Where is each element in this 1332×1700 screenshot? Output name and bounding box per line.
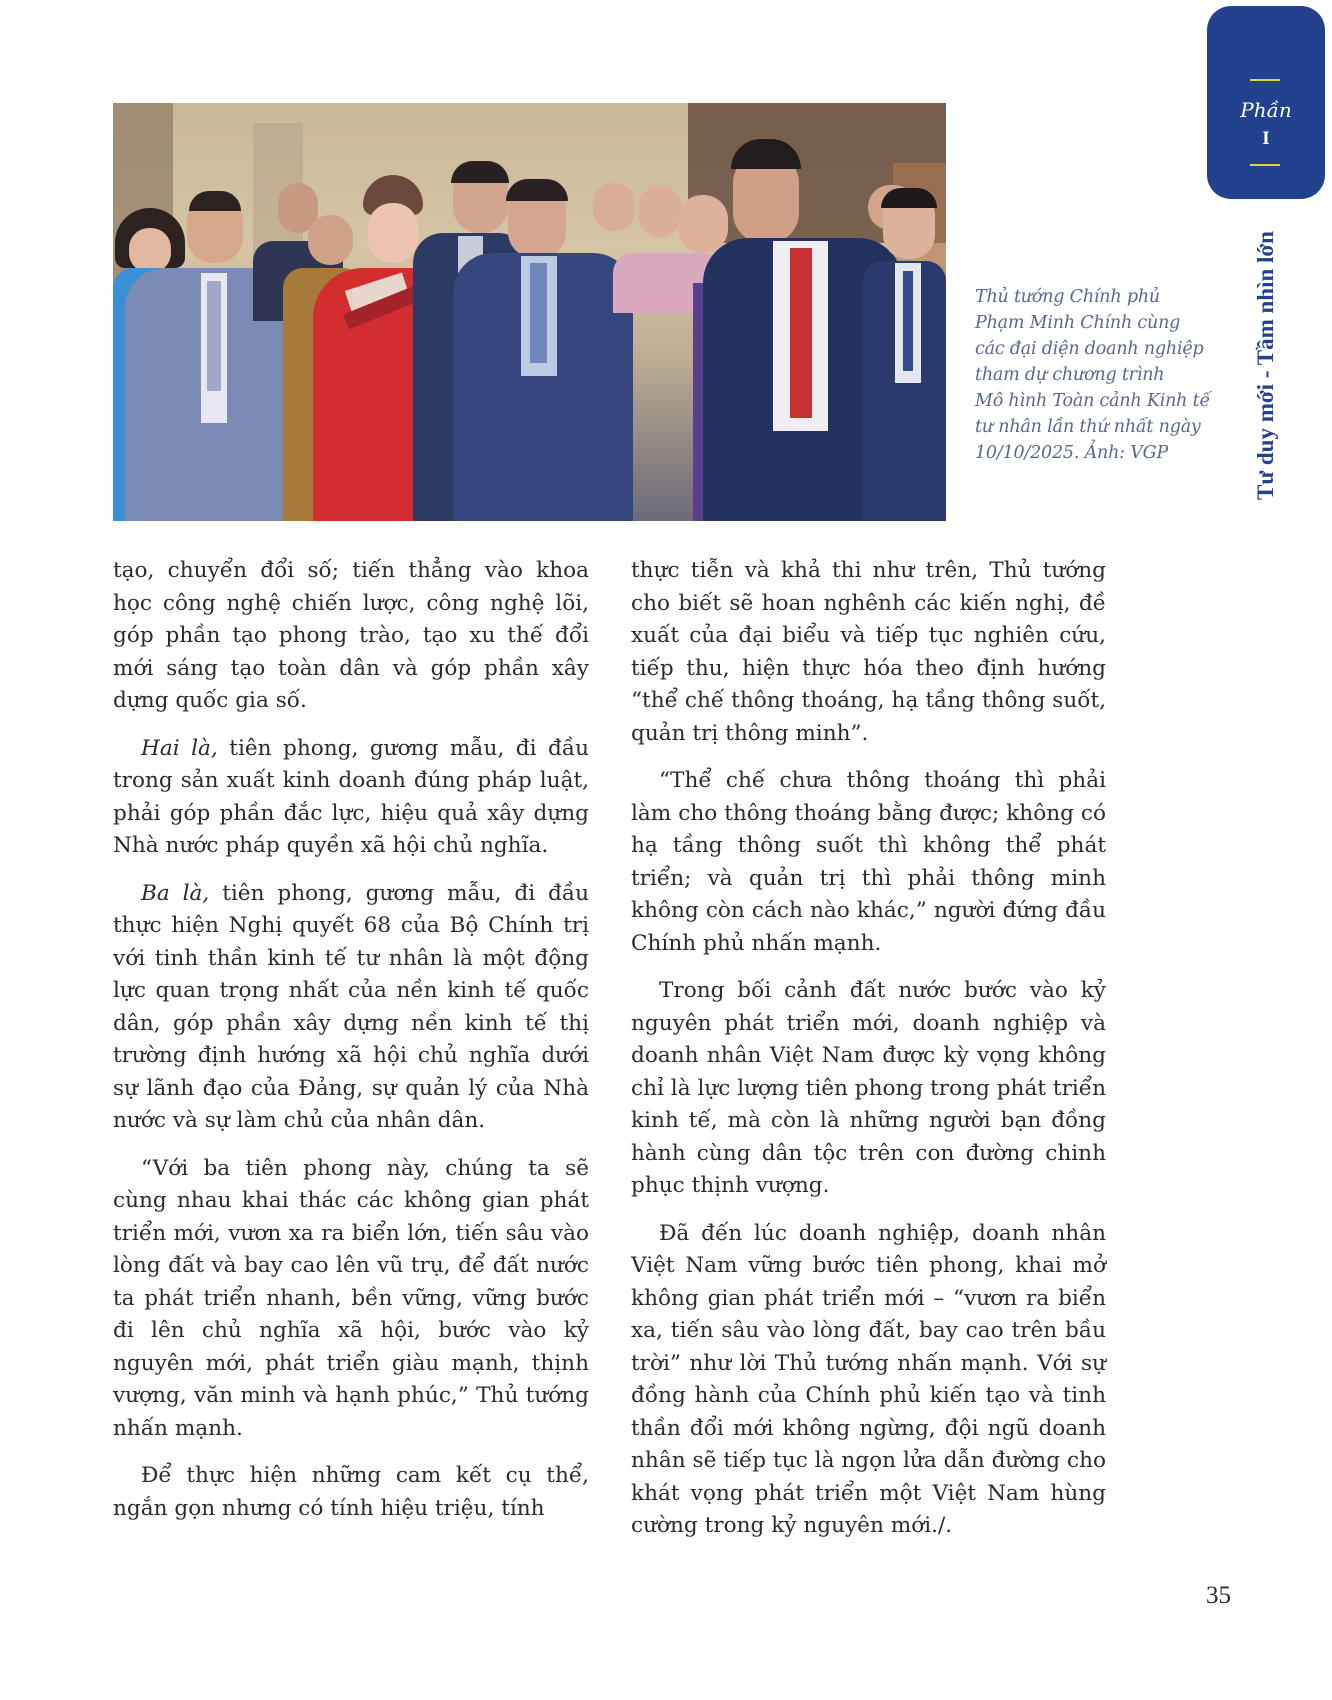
paragraph-text: “Với ba tiên phong này, chúng ta sẽ cùng nhau khai thác các không gian phát triển mới, vươn xa ra biển lớn, tiến sâu vào lòng đất và bay cao lên vũ trụ, để đất nước ta phát triển nhanh, bền vững, vững bước đi lên chủ nghĩa xã hội, bước vào kỷ nguyên mới, phát triển giàu mạnh, thịnh vượng, văn minh và hạnh phúc,” Thủ tướng nhấn mạnh.: [113, 1155, 589, 1441]
paragraph-lead: Ba là,: [141, 880, 210, 906]
caption-line: Mô hình Toàn cảnh Kinh tế: [975, 391, 1211, 411]
paragraph-text: “Thể chế chưa thông thoáng thì phải làm cho thông thoáng bằng được; không có hạ tầng thông suốt thì không thể phát triển; và quản trị thì phải thông minh không còn cách nào khác,” người đứng đầu Chính phủ nhấn mạnh.: [631, 768, 1106, 956]
caption-line: các đại diện doanh nghiệp: [975, 339, 1204, 359]
tab-accent-line-bottom: [1250, 164, 1280, 166]
paragraph-text: tiên phong, gương mẫu, đi đầu thực hiện Nghị quyết 68 của Bộ Chính trị với tinh thần kinh tế tư nhân là một động lực quan trọng nhất của nền kinh tế quốc dân, góp phần xây dựng nền kinh tế thị trường định hướng xã hội chủ nghĩa dưới sự lãnh đạo của Đảng, sự quản lý của Nhà nước và sự làm chủ của nhân dân.: [113, 880, 589, 1133]
caption-line: Phạm Minh Chính cùng: [975, 313, 1181, 333]
caption-line: tư nhân lần thứ nhất ngày: [975, 417, 1201, 437]
caption-line: 10/10/2025. Ảnh: VGP: [975, 443, 1169, 463]
paragraph-lead: Hai là,: [141, 735, 218, 761]
article-column-left: [113, 555, 589, 1540]
section-label: Phần: [1240, 98, 1292, 122]
paragraph: [113, 878, 589, 1138]
section-number: I: [1262, 128, 1270, 149]
paragraph: [113, 1460, 589, 1525]
paragraph: [631, 765, 1106, 960]
paragraph: [631, 555, 1106, 750]
paragraph: [631, 975, 1106, 1203]
paragraph-text: Để thực hiện những cam kết cụ thể, ngắn gọn nhưng có tính hiệu triệu, tính: [113, 1463, 589, 1521]
paragraph-text: Trong bối cảnh đất nước bước vào kỷ nguyên phát triển mới, doanh nghiệp và doanh nhân Việt Nam được kỳ vọng không chỉ là lực lượng tiên phong trong phát triển kinh tế, mà còn là những người bạn đồng hành cùng dân tộc trên con đường chinh phục thịnh vượng.: [631, 978, 1106, 1198]
paragraph: [113, 1153, 589, 1446]
article-photo: [113, 103, 946, 521]
tab-accent-line-top: [1250, 79, 1280, 81]
paragraph-text: tiên phong, gương mẫu, đi đầu trong sản xuất kinh doanh đúng pháp luật, phải góp phần đắc lực, hiệu quả xây dựng Nhà nước pháp quyền xã hội chủ nghĩa.: [113, 735, 589, 858]
paragraph: [113, 555, 589, 718]
article-column-right: [631, 555, 1106, 1558]
caption-line: tham dự chương trình: [975, 365, 1165, 385]
photo-caption: [975, 284, 1220, 466]
paragraph-text: thực tiễn và khả thi như trên, Thủ tướng cho biết sẽ hoan nghênh các kiến nghị, đề xuất của đại biểu và tiếp tục nghiên cứu, tiếp thu, hiện thực hóa theo định hướng “thể chế thông thoáng, hạ tầng thông suốt, quản trị thông minh”.: [631, 558, 1106, 746]
section-running-title: Tư duy mới - Tầm nhìn lớn: [1253, 231, 1278, 500]
caption-line: Thủ tướng Chính phủ: [975, 287, 1160, 307]
paragraph-text: tạo, chuyển đổi số; tiến thẳng vào khoa học công nghệ chiến lược, công nghệ lõi, góp phần tạo phong trào, tạo xu thế đổi mới sáng tạo toàn dân và góp phần xây dựng quốc gia số.: [113, 558, 589, 713]
paragraph: [113, 733, 589, 863]
page-number: 35: [1206, 1582, 1231, 1609]
paragraph-text: Đã đến lúc doanh nghiệp, doanh nhân Việt Nam vững bước tiên phong, khai mở không gian phát triển mới – “vươn ra biển xa, tiến sâu vào lòng đất, bay cao trên bầu trời” như lời Thủ tướng nhấn mạnh. Với sự đồng hành của Chính phủ kiến tạo và tinh thần đổi mới không ngừng, đội ngũ doanh nhân sẽ tiếp tục là ngọn lửa dẫn đường cho khát vọng phát triển một Việt Nam hùng cường trong kỷ nguyên mới./.: [631, 1220, 1106, 1538]
paragraph: [631, 1218, 1106, 1543]
section-tab: [1207, 6, 1325, 199]
